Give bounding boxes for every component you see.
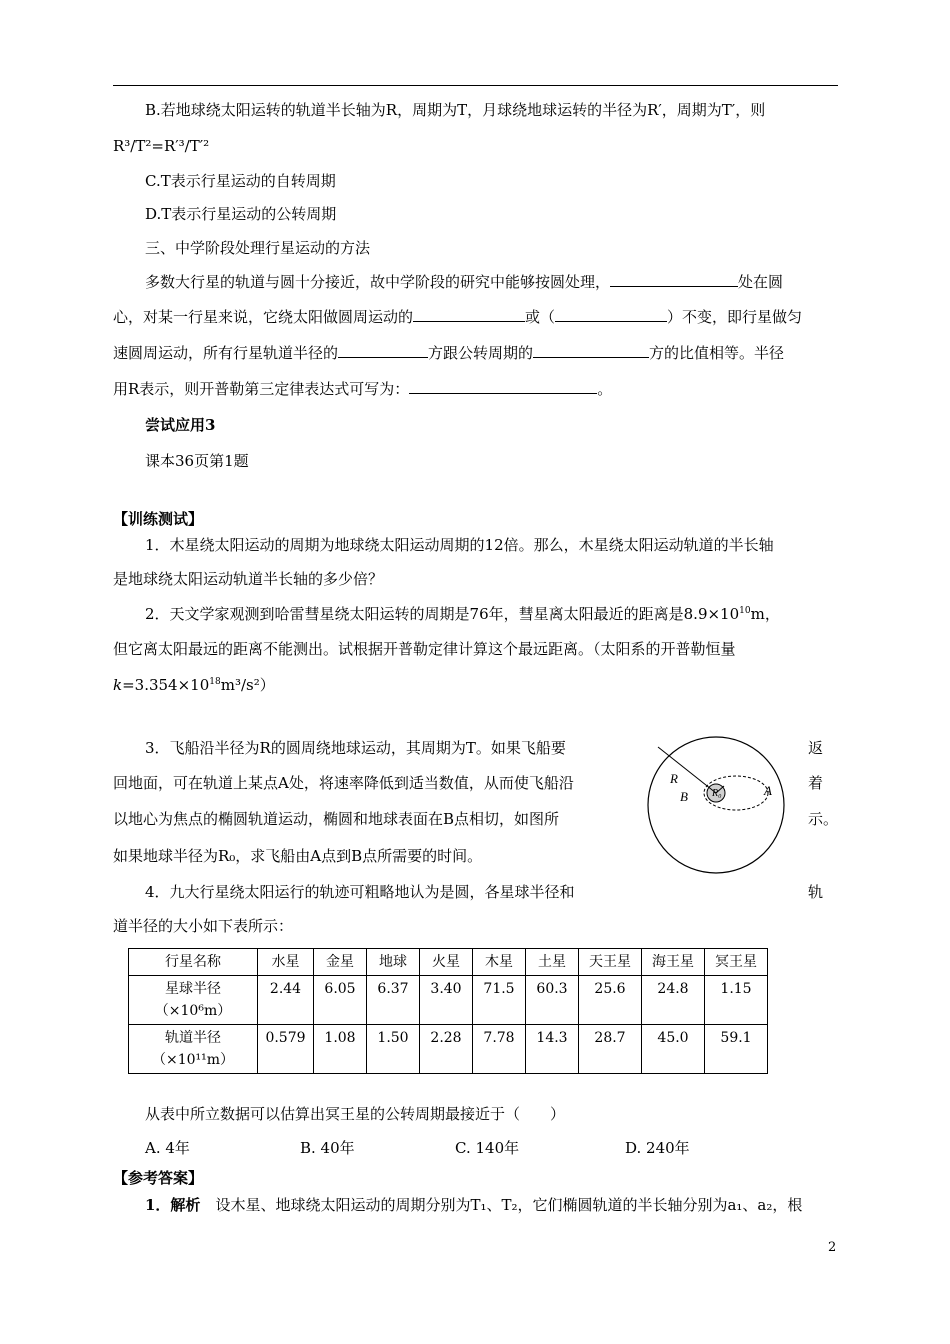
label-r: R	[670, 771, 678, 786]
try3-text: 课本36页第1题	[145, 452, 249, 470]
table-row	[129, 1025, 768, 1074]
table-cell: 冥王星	[705, 949, 768, 976]
page-number: 2	[828, 1240, 837, 1255]
table-cell: 2.44	[258, 976, 314, 1025]
orbit-figure	[640, 733, 800, 883]
row-unit: （×10¹¹m）	[151, 1052, 235, 1068]
table-cell: 金星	[314, 949, 367, 976]
table-cell: 71.5	[473, 976, 526, 1025]
table-cell: 24.8	[642, 976, 705, 1025]
exponent: 18	[209, 677, 221, 687]
text: 2．天文学家观测到哈雷彗星绕太阳运转的周期是76年，彗星离太阳最近的距离是8.9×10	[145, 605, 740, 623]
q3-line3: 以地心为焦点的椭圆轨道运动，椭圆和地球表面在B点相切，如图所	[113, 810, 560, 828]
table-cell: 火星	[420, 949, 473, 976]
text: 心，对某一行星来说，它绕太阳做圆周运动的	[113, 308, 414, 326]
q4-line1-tail: 轨	[808, 883, 824, 901]
exponent: 10	[739, 606, 751, 616]
table-cell: 土星	[526, 949, 579, 976]
fill-blank[interactable]	[413, 306, 525, 322]
table-cell: 行星名称	[129, 949, 258, 976]
answers-title: 【参考答案】	[113, 1169, 204, 1187]
row-unit: （×10⁶m）	[154, 1003, 232, 1019]
q1-line1: 1．木星绕太阳运动的周期为地球绕太阳运动周期的12倍。那么，木星绕太阳运动轨道的半长轴	[145, 536, 774, 554]
text: 多数大行星的轨道与圆十分接近，故中学阶段的研究中能够按圆处理，	[145, 273, 611, 291]
table-cell: 3.40	[420, 976, 473, 1025]
q1-line2: 是地球绕太阳运动轨道半长轴的多少倍？	[113, 570, 384, 588]
q3-line1-tail: 返	[808, 739, 824, 757]
text: m，	[750, 605, 780, 623]
section3-line2	[113, 306, 802, 328]
choice-d[interactable]: D. 240年	[625, 1139, 690, 1157]
text: 方跟公转周期的	[428, 344, 534, 362]
choice-b[interactable]: B. 40年	[300, 1139, 355, 1157]
answer-1	[145, 1194, 802, 1216]
try3-title: 尝试应用3	[145, 416, 216, 434]
answer-prefix: 1．解析	[145, 1196, 201, 1214]
text: 处在圆	[738, 273, 784, 291]
q2-line2: 但它离太阳最远的距离不能测出。试根据开普勒定律计算这个最远距离。（太阳系的开普勒恒量	[113, 640, 736, 658]
training-title: 【训练测试】	[113, 510, 204, 528]
fill-blank[interactable]	[610, 271, 738, 287]
table-cell: 0.579	[258, 1025, 314, 1074]
text: m³/s²）	[220, 676, 275, 694]
fill-blank[interactable]	[555, 306, 667, 322]
q2-line1	[145, 603, 780, 625]
text: 速圆周运动，所有行星轨道半径的	[113, 344, 339, 362]
option-d: D.T表示行星运动的公转周期	[145, 205, 337, 223]
table-cell: 7.78	[473, 1025, 526, 1074]
q3-line2-tail: 着	[808, 774, 824, 792]
label-b: B	[680, 789, 688, 804]
table-cell: 1.15	[705, 976, 768, 1025]
table-cell: 地球	[367, 949, 420, 976]
text: 用R表示，则开普勒第三定律表达式可写为：	[113, 380, 410, 398]
section3-line4	[113, 378, 612, 400]
section3-line1	[145, 271, 783, 293]
text: 。	[597, 380, 613, 398]
text: ）不变，即行星做匀	[667, 308, 803, 326]
fill-blank[interactable]	[338, 342, 428, 358]
symbol-k: k	[113, 676, 123, 694]
option-c: C.T表示行星运动的自转周期	[145, 172, 336, 190]
label-a: A	[764, 783, 772, 798]
table-cell: 59.1	[705, 1025, 768, 1074]
text: 方的比值相等。半径	[649, 344, 785, 362]
table-cell: 14.3	[526, 1025, 579, 1074]
table-cell: 6.05	[314, 976, 367, 1025]
choice-a[interactable]: A. 4年	[145, 1139, 190, 1157]
table-cell: 45.0	[642, 1025, 705, 1074]
fill-blank[interactable]	[533, 342, 649, 358]
section3-line3	[113, 342, 784, 364]
table-cell: 60.3	[526, 976, 579, 1025]
table-cell: 木星	[473, 949, 526, 976]
table-cell: 28.7	[579, 1025, 642, 1074]
table-cell: 水星	[258, 949, 314, 976]
choice-c[interactable]: C. 140年	[455, 1139, 520, 1157]
q2-line3	[113, 674, 275, 696]
q3-line4: 如果地球半径为R₀，求飞船由A点到B点所需要的时间。	[113, 847, 483, 865]
table-header-row	[129, 949, 768, 976]
table-cell: 2.28	[420, 1025, 473, 1074]
section3-heading: 三、中学阶段处理行星运动的方法	[145, 239, 371, 257]
table-row-label	[129, 1025, 258, 1074]
table-cell: 1.50	[367, 1025, 420, 1074]
table-cell: 天王星	[579, 949, 642, 976]
row-label: 轨道半径	[165, 1030, 221, 1046]
planet-table	[128, 948, 768, 1074]
table-cell: 海王星	[642, 949, 705, 976]
radius-r-line	[658, 747, 716, 793]
row-label: 星球半径	[165, 981, 221, 997]
q4-question: 从表中所立数据可以估算出冥王星的公转周期最接近于（ ）	[145, 1105, 566, 1123]
q4-line1: 4．九大行星绕太阳运行的轨迹可粗略地认为是圆，各星球半径和	[145, 883, 575, 901]
text: =3.354×10	[122, 676, 210, 694]
fill-blank[interactable]	[409, 378, 597, 394]
option-b-line2: R³/T²=R′³/T′²	[113, 137, 210, 155]
q3-line3-tail: 示。	[808, 810, 839, 828]
table-row	[129, 976, 768, 1025]
table-cell: 1.08	[314, 1025, 367, 1074]
q4-line2: 道半径的大小如下表所示：	[113, 917, 294, 935]
table-cell: 25.6	[579, 976, 642, 1025]
orbit-circle	[648, 737, 784, 873]
table-cell: 6.37	[367, 976, 420, 1025]
q3-line1: 3．飞船沿半径为R的圆周绕地球运动，其周期为T。如果飞船要	[145, 739, 566, 757]
answer-text: 设木星、地球绕太阳运动的周期分别为T₁、T₂，它们椭圆轨道的半长轴分别为a₁、a₂，根	[200, 1196, 803, 1214]
table-row-label	[129, 976, 258, 1025]
header-rule	[113, 85, 838, 86]
text: 或（	[525, 308, 556, 326]
q3-line2: 回地面，可在轨道上某点A处，将速率降低到适当数值，从而使飞船沿	[113, 774, 574, 792]
option-b-line1: B.若地球绕太阳运转的轨道半长轴为R，周期为T，月球绕地球运转的半径为R′，周期为T′，则	[145, 101, 766, 119]
label-r0: R₀	[712, 788, 722, 799]
